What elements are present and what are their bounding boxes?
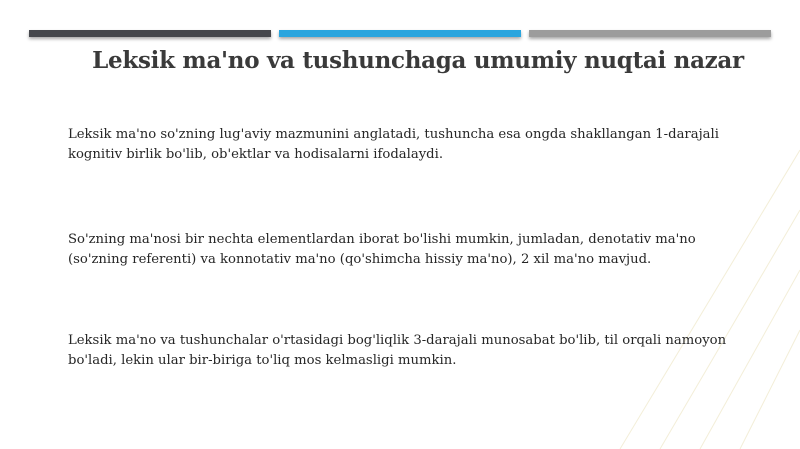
paragraph-meaning-components: So'zning ma'nosi bir nechta elementlardan iborat bo'lishi mumkin, jumladan, denotativ ma'no (so'zning referenti) va konnotativ ma'no (qo'shimcha hissiy ma'no), 2 xil ma'no mavjud. <box>68 232 696 267</box>
slide-title: Leksik ma'no va tushunchaga umumiy nuqtai nazar <box>92 47 744 74</box>
paragraph-lexical-meaning: Leksik ma'no so'zning lug'aviy mazmunini anglatadi, tushuncha esa ongda shakllangan 1-darajali kognitiv birlik bo'lib, ob'ektlar va hodisalarni ifodalaydi. <box>68 127 719 162</box>
header-bar-right <box>529 30 771 37</box>
header-bar-middle <box>279 30 521 37</box>
paragraph-meaning-concept-relation: Leksik ma'no va tushunchalar o'rtasidagi bog'liqlik 3-darajali munosabat bo'lib, til orqali namoyon bo'ladi, lekin ular bir-biriga to'liq mos kelmasligi mumkin. <box>68 333 727 368</box>
header-bar-left <box>29 30 271 37</box>
